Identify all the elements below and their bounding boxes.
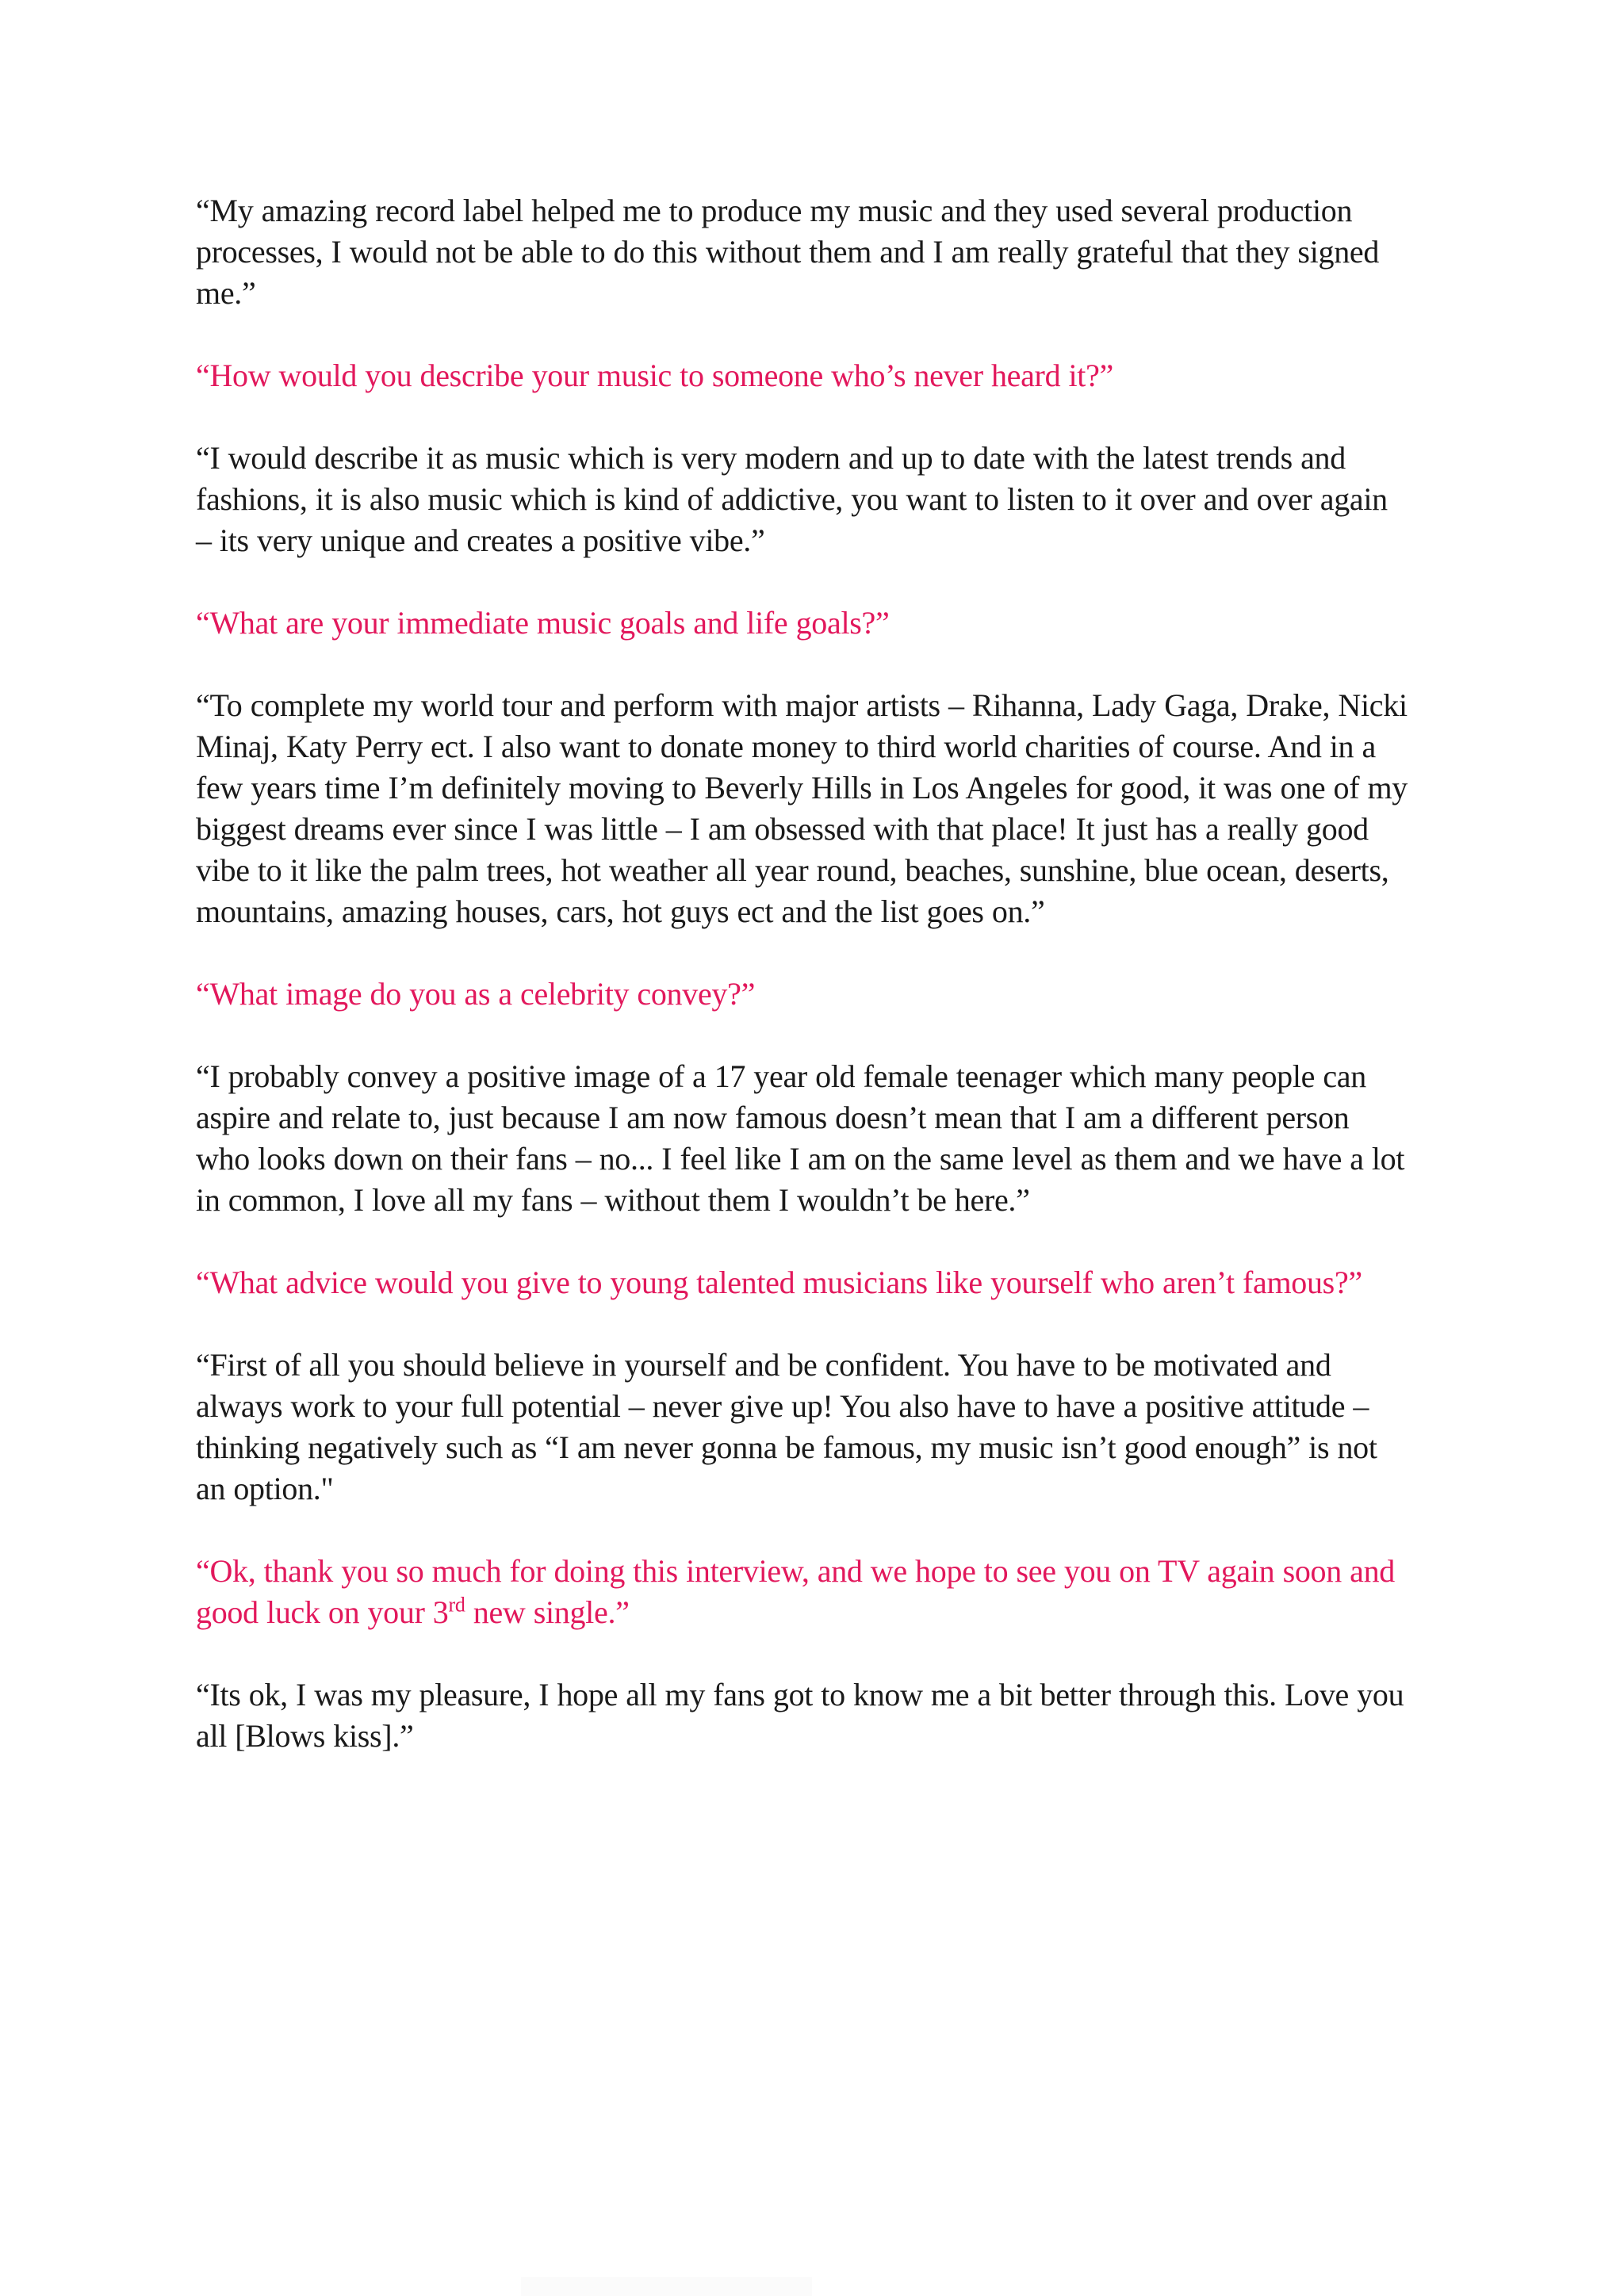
interview-question-paragraph: “What image do you as a celebrity convey?” bbox=[196, 976, 756, 1012]
ordinal-superscript: rd bbox=[448, 1593, 465, 1617]
bottom-edge-strip bbox=[521, 2277, 812, 2296]
interview-transcript bbox=[196, 190, 1409, 1798]
interview-answer-paragraph: “I would describe it as music which is very modern and up to date with the latest trends and fashions, it is also music which is kind of addictive, you want to listen to it over and over again – its very unique and creates a positive vibe.” bbox=[196, 440, 1388, 558]
interview-question-paragraph: “How would you describe your music to someone who’s never heard it?” bbox=[196, 358, 1114, 393]
question-text-after-superscript: new single.” bbox=[465, 1594, 630, 1630]
interview-question-paragraph: “What are your immediate music goals and life goals?” bbox=[196, 605, 890, 641]
interview-answer-paragraph: “To complete my world tour and perform with major artists – Rihanna, Lady Gaga, Drake, Nicki Minaj, Katy Perry ect. I also want to donate money to third world charities of course. And in a few years time I’m definitely moving to Beverly Hills in Los Angeles for good, it was one of my biggest dreams ever since I was little – I am obsessed with that place! It just has a really good vibe to it like the palm trees, hot weather all year round, beaches, sunshine, blue ocean, deserts, mountains, amazing houses, cars, hot guys ect and the list goes on.” bbox=[196, 687, 1408, 929]
interview-answer-paragraph: “My amazing record label helped me to produce my music and they used several production processes, I would not be able to do this without them and I am really grateful that they signed me.” bbox=[196, 193, 1380, 311]
interview-question-paragraph: “What advice would you give to young talented musicians like yourself who aren’t famous?” bbox=[196, 1265, 1362, 1300]
interview-answer-paragraph: “First of all you should believe in yourself and be confident. You have to be motivated and always work to your full potential – never give up! You also have to have a positive attitude – thinking negatively such as “I am never gonna be famous, my music isn’t good enough” is not an option." bbox=[196, 1347, 1377, 1506]
interview-question-paragraph bbox=[196, 1551, 1409, 1633]
question-text-before-superscript: “Ok, thank you so much for doing this interview, and we hope to see you on TV again soon and good luck on your 3 bbox=[196, 1553, 1395, 1630]
interview-answer-paragraph: “Its ok, I was my pleasure, I hope all my fans got to know me a bit better through this. Love you all [Blows kiss].” bbox=[196, 1677, 1404, 1754]
interview-answer-paragraph: “I probably convey a positive image of a 17 year old female teenager which many people can aspire and relate to, just because I am now famous doesn’t mean that I am a different person who looks down on their fans – no... I feel like I am on the same level as them and we have a lot in common, I love all my fans – without them I wouldn’t be here.” bbox=[196, 1058, 1405, 1218]
